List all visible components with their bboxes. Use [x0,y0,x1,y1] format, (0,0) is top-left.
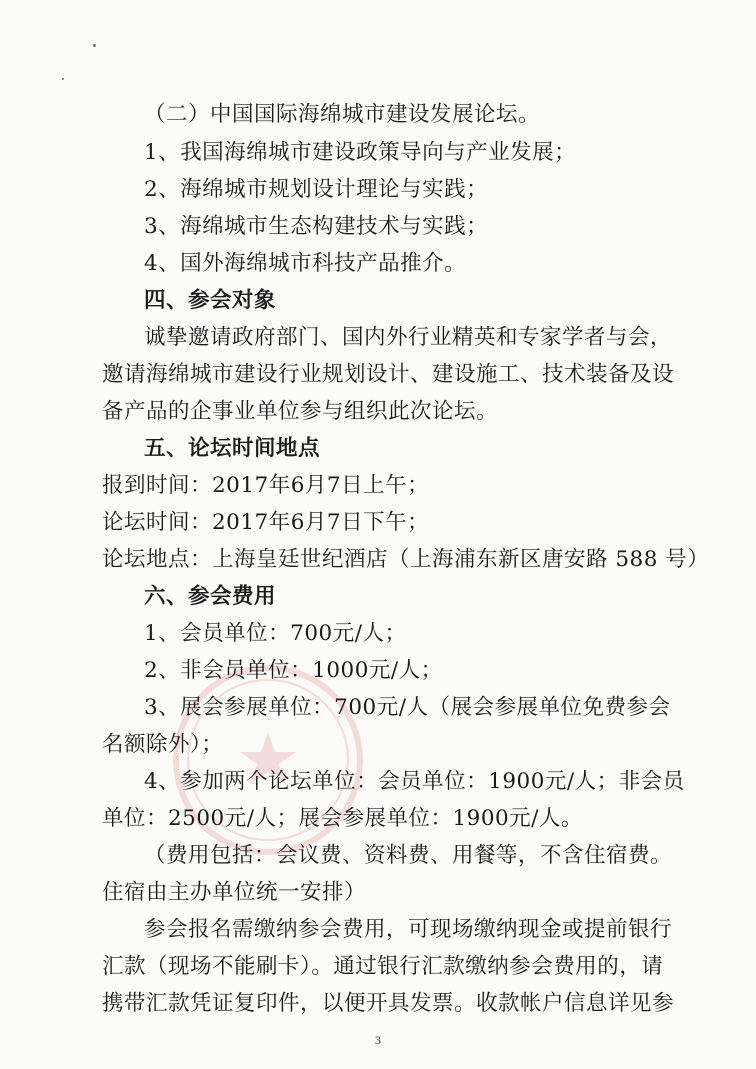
fee-item-continued: 单位：2500元/人；展会参展单位：1900元/人。 [102,806,583,831]
payment-paragraph-line: 汇款（现场不能刷卡）。通过银行汇款缴纳参会费用的，请 [102,954,664,979]
fee-item: 3、展会参展单位：700元/人（展会参展单位免费参会 [144,695,671,720]
fee-note-continued: 住宿由主办单位统一安排） [102,880,367,905]
fee-item: 1、会员单位：700元/人； [144,621,407,646]
topic-item: 1、我国海绵城市建设政策导向与产业发展； [144,140,577,165]
paragraph-line: 备产品的企事业单位参与组织此次论坛。 [102,399,499,424]
fee-item: 2、非会员单位：1000元/人； [144,658,443,683]
paragraph-line: 邀请海绵城市建设行业规划设计、建设施工、技术装备及设 [102,362,675,387]
payment-paragraph-line: 参会报名需缴纳参会费用，可现场缴纳现金或提前银行 [144,917,673,942]
scan-speck [62,78,64,80]
forum-title-line: （二）中国国际海绵城市建设发展论坛。 [144,102,541,127]
scan-speck [93,44,96,47]
payment-paragraph-line: 携带汇款凭证复印件，以便开具发票。收款帐户信息详见参 [102,991,675,1016]
forum-location: 论坛地点：上海皇廷世纪酒店（上海浦东新区唐安路 588 号） [102,547,710,572]
section-heading-time-location: 五、论坛时间地点 [144,436,321,461]
registration-time: 报到时间：2017年6月7日上午； [102,473,430,498]
section-heading-attendees: 四、参会对象 [144,288,277,313]
fee-item: 4、参加两个论坛单位：会员单位：1900元/人；非会员 [144,769,685,794]
page-number: 3 [375,1033,381,1047]
fee-note: （费用包括：会议费、资料费、用餐等，不含住宿费。 [144,843,673,868]
topic-item: 4、国外海绵城市科技产品推介。 [144,251,467,276]
topic-item: 3、海绵城市生态构建技术与实践； [144,214,489,239]
section-heading-fees: 六、参会费用 [144,584,277,609]
fee-item-continued: 名额除外）； [102,732,224,757]
paragraph-line: 诚挚邀请政府部门、国内外行业精英和专家学者与会， [144,325,673,350]
forum-time: 论坛时间：2017年6月7日下午； [102,510,430,535]
topic-item: 2、海绵城市规划设计理论与实践； [144,177,489,202]
